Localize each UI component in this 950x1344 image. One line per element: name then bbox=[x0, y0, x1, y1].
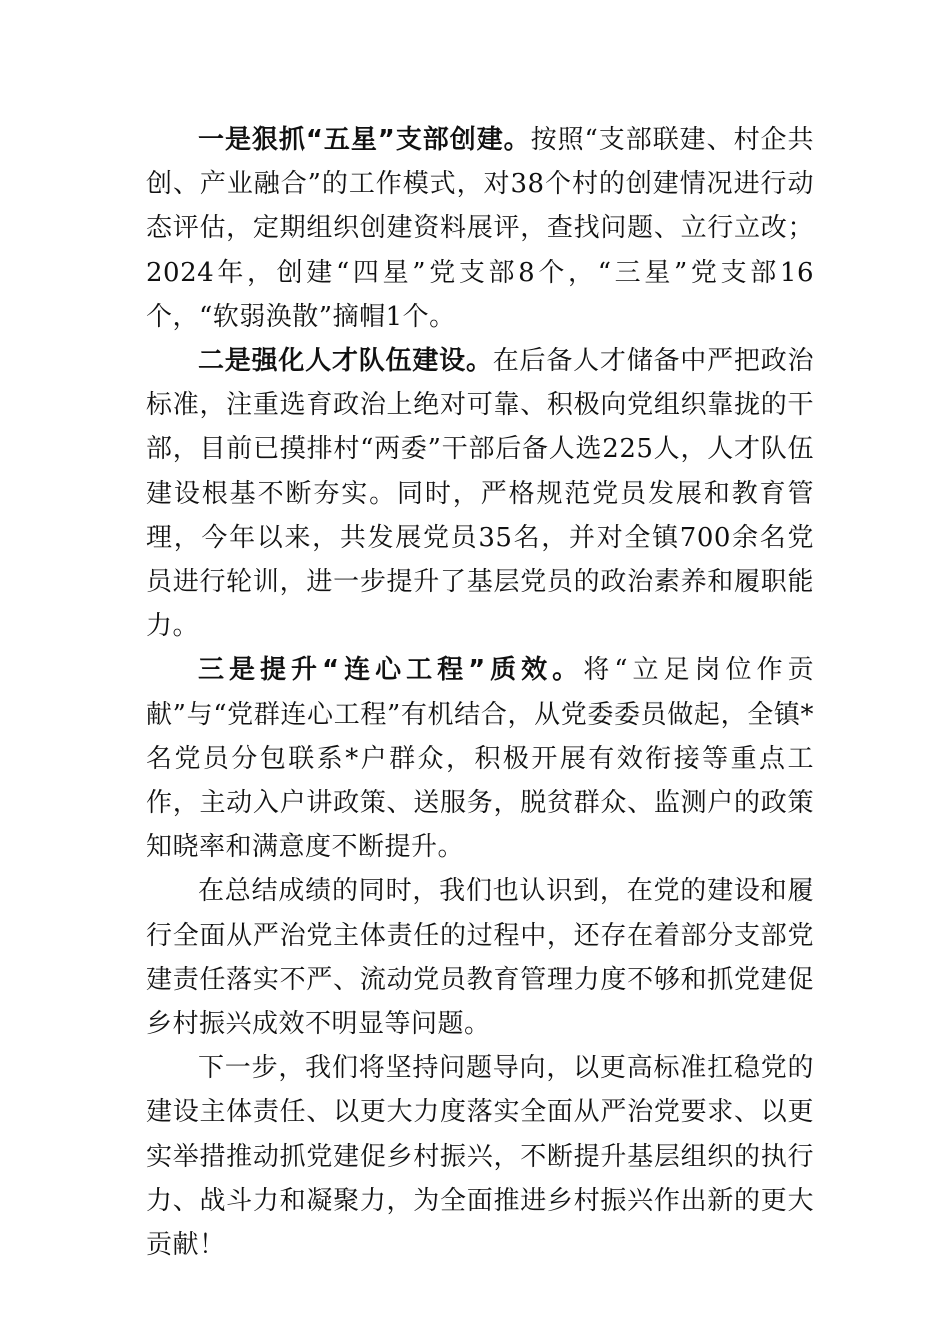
paragraph-text: 在总结成绩的同时，我们也认识到，在党的建设和履行全面从严治党主体责任的过程中，还存在着部分支部党建责任落实不严、流动党员教育管理力度不够和抓党建促乡村振兴成效不明显等问题。 bbox=[146, 876, 814, 1040]
paragraph-problems bbox=[146, 869, 814, 1046]
paragraph-text: 按照“支部联建、村企共创、产业融合”的工作模式，对38个村的创建情况进行动态评估，定期组织创建资料展评，查找问题、立行立改；2024年，创建“四星”党支部8个，“三星”党支部16个，“软弱涣散”摘帽1个。 bbox=[146, 125, 814, 332]
paragraph-lead: 三是提升“连心工程”质效。 bbox=[198, 655, 584, 686]
paragraph-text: 将“立足岗位作贡献”与“党群连心工程”有机结合，从党委委员做起，全镇*名党员分包联系*户群众，积极开展有效衔接等重点工作，主动入户讲政策、送服务，脱贫群众、监测户的政策知晓率和满意度不断提升。 bbox=[146, 655, 814, 863]
paragraph-heart-project bbox=[146, 648, 814, 869]
paragraph-text: 下一步，我们将坚持问题导向，以更高标准扛稳党的建设主体责任、以更大力度落实全面从严治党要求、以更实举措推动抓党建促乡村振兴，不断提升基层组织的执行力、战斗力和凝聚力，为全面推进乡村振兴作出新的更大贡献！ bbox=[146, 1053, 814, 1261]
paragraph-five-star-branch bbox=[146, 118, 814, 339]
document-body bbox=[146, 118, 814, 1267]
paragraph-lead: 二是强化人才队伍建设。 bbox=[198, 346, 493, 377]
paragraph-next-steps bbox=[146, 1046, 814, 1267]
paragraph-lead: 一是狠抓“五星”支部创建。 bbox=[198, 125, 531, 155]
paragraph-talent-team bbox=[146, 339, 814, 648]
paragraph-text: 在后备人才储备中严把政治标准，注重选育政治上绝对可靠、积极向党组织靠拢的干部，目前已摸排村“两委”干部后备人选225人，人才队伍建设根基不断夯实。同时，严格规范党员发展和教育管理，今年以来，共发展党员35名，并对全镇700余名党员进行轮训，进一步提升了基层党员的政治素养和履职能力。 bbox=[146, 346, 814, 642]
